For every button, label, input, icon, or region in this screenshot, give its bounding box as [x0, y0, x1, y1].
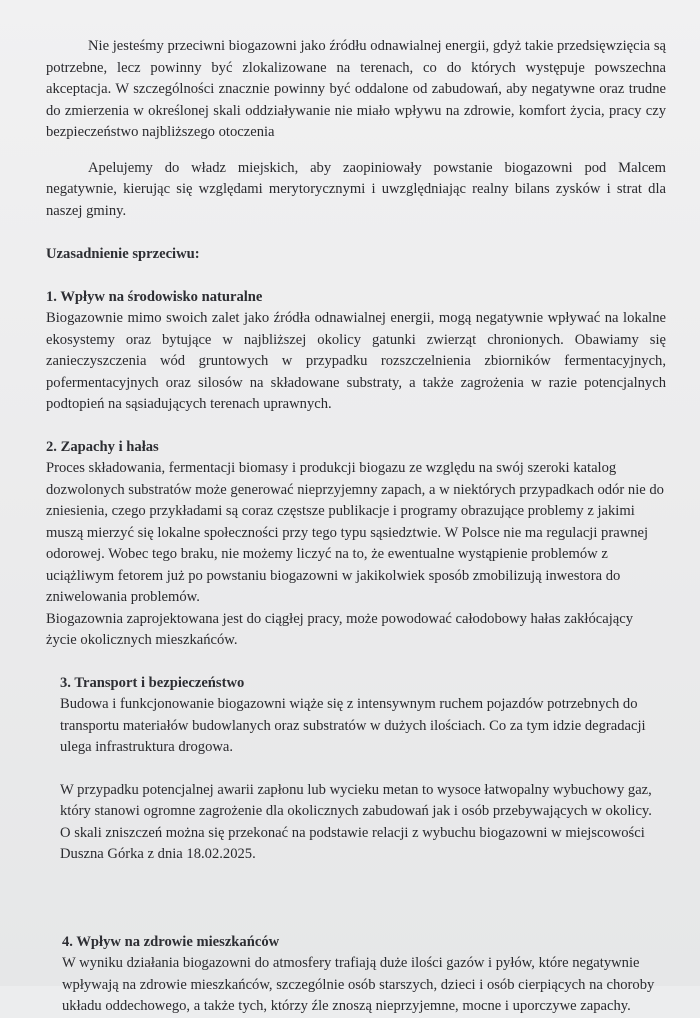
section-2-heading: 2. Zapachy i hałas — [46, 438, 159, 455]
section-3-heading: 3. Transport i bezpieczeństwo — [60, 674, 245, 691]
section-health — [46, 932, 666, 1018]
section-3-paragraph-1: Budowa i funkcjonowanie biogazowni wiąże się z intensywnym ruchem pojazdów potrzebnych do transportu materiałów budowlanych oraz substratów w dużych ilościach. Co za tym idzie degradacji ulega infrastruktura drogowa. — [60, 696, 646, 755]
intro-paragraph-2: Apelujemy do władz miejskich, aby zaopiniowały powstanie biogazowni pod Malcem negatywnie, kierując się względami merytorycznymi i uwzględniając realny bilans zysków i strat dla naszej gminy. — [46, 159, 666, 219]
section-2-paragraph-1: Proces składowania, fermentacji biomasy i produkcji biogazu ze względu na swój szeroki katalog dozwolonych substratów może generować nieprzyjemny zapach, a w niektórych przypadkach odór nie do zniesienia, czego przykładami są coraz częstsze publikacje i programy obrazujące problemy z jakimi muszą mierzyć się lokalne społeczności przy tego typu sąsiedztwie. W Polsce nie ma regulacji prawnej odorowej. Wobec tego braku, nie możemy liczyć na to, że ewentualne wystąpienie problemów z uciążliwym fetorem już po powstaniu biogazowni w jakikolwiek sposób zmobilizują inwestora do zniwelowania problemów. — [46, 460, 664, 605]
section-3-paragraph-2: W przypadku potencjalnej awarii zapłonu lub wycieku metan to wysoce łatwopalny wybuchowy gaz, który stanowi ogromne zagrożenie dla okolicznych zabudowań jak i osób przebywających w okolicy. O skali zniszczeń można się przekonać na podstawie relacji z wybuchu biogazowni w miejscowości Duszna Górka z dnia 18.02.2025. — [60, 781, 652, 862]
section-2-paragraph-2: Biogazownia zaprojektowana jest do ciągłej pracy, może powodować całodobowy hałas zakłócający życie okolicznych mieszkańców. — [46, 610, 634, 648]
section-environment — [46, 287, 666, 416]
section-transport-safety — [46, 673, 666, 866]
section-4-heading: 4. Wpływ na zdrowie mieszkańców — [62, 933, 280, 950]
section-1-heading: 1. Wpływ na środowisko naturalne — [46, 288, 263, 305]
intro-paragraph-1: Nie jesteśmy przeciwni biogazowni jako źródłu odnawialnej energii, gdyż takie przedsięwzięcia są potrzebne, lecz powinny być zlokalizowane na terenach, co do których występuje powszechna akceptacja. W szczególności znacznie powinny być oddalone od zabudowań, aby negatywne oraz trudne do zmierzenia w określonej skali oddziaływanie nie miało wpływu na zdrowie, komfort życia, pracy czy bezpieczeństwo najbliższego otoczenia — [46, 38, 666, 140]
justification-title: Uzasadnienie sprzeciwu: — [46, 246, 200, 262]
section-1-paragraph-1: Biogazownie mimo swoich zalet jako źródła odnawialnej energii, mogą negatywnie wpływać na lokalne ekosystemy oraz bytujące w najbliższej okolicy gatunki zwierząt chronionych. Obawiamy się zanieczyszczenia wód gruntowych w przypadku rozszczelnienia zbiorników fermentacyjnych, pofermentacyjnych oraz silosów na składowane substraty, a także zagrożenia w razie potencjalnych podtopień na sąsiadujących terenach uprawnych. — [46, 310, 666, 412]
section-odors-noise — [46, 437, 666, 652]
section-4-paragraph-1: W wyniku działania biogazowni do atmosfery trafiają duże ilości gazów i pyłów, które negatywnie wpływają na zdrowie mieszkańców, szczególnie osób starszych, dzieci i osób cierpiących na choroby układu oddechowego, a także tych, którzy źle znoszą nieprzyjemne, mocne i uporczywe zapachy. — [62, 955, 655, 1014]
